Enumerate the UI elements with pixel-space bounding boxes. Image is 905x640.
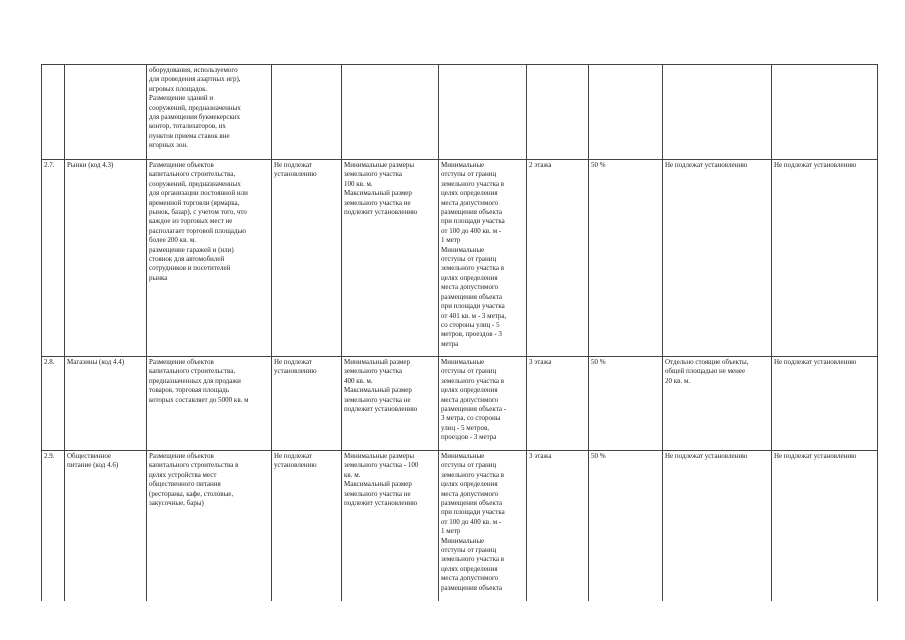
table-row xyxy=(42,65,878,160)
row-number-cell: 2.9. xyxy=(42,451,65,602)
floors-cell: 3 этажа xyxy=(527,357,589,451)
row-number-cell xyxy=(42,65,65,160)
min-plot-cell: Не подлежат установлению xyxy=(272,357,342,451)
setbacks-cell: Минимальные отступы от границ земельного участка в целях определения места допустимого размещения объекта при площади участка от 100 до 400 кв. м - 1 метр Минимальные отступы от границ земельного участка в целях определения места допустимого размещения объекта xyxy=(439,451,527,602)
use-name-cell: Магазины (код 4.4) xyxy=(65,357,147,451)
plot-size-cell: Минимальные размеры земельного участка - 100 кв. м. Максимальный размер земельного участка не подлежит установлению xyxy=(342,451,439,602)
use-name-cell: Общественное питание (код 4.6) xyxy=(65,451,147,602)
floors-cell xyxy=(527,65,589,160)
coverage-cell: 50 % xyxy=(589,451,663,602)
use-description-cell: Размещение объектов капитального строительства в целях устройства мест общественного питания (рестораны, кафе, столовые, закусочные, бары) xyxy=(147,451,272,602)
min-plot-cell: Не подлежат установлению xyxy=(272,451,342,602)
plot-size-cell: Минимальные размеры земельного участка 100 кв. м. Максимальный размер земельного участка не подлежит установлению xyxy=(342,160,439,357)
table-row xyxy=(42,357,878,451)
plot-size-cell xyxy=(342,65,439,160)
restrictions-cell: Отдельно стоящие объекты, общей площадью не менее 20 кв. м. xyxy=(663,357,772,451)
restrictions-cell: Не подлежат установлению xyxy=(663,160,772,357)
table-row xyxy=(42,451,878,602)
min-plot-cell xyxy=(272,65,342,160)
restrictions-cell: Не подлежат установлению xyxy=(663,451,772,602)
other-cell: Не подлежат установлению xyxy=(772,357,878,451)
restrictions-cell xyxy=(663,65,772,160)
use-description-cell: Размещение объектов капитального строительства, сооружений, предназначенных для организации постоянной или временной торговли (ярмарка, рынок, базар), с учетом того, что каждое из торговых мест не располагает торговой площадью более 200 кв. м. размещение гаражей и (или) стоянок для автомобилей сотрудников и посетителей рынка xyxy=(147,160,272,357)
setbacks-cell: Минимальные отступы от границ земельного участка в целях определения места допустимого размещения объекта - 3 метра, со стороны улиц - 5 метров, проездов - 3 метра xyxy=(439,357,527,451)
coverage-cell: 50 % xyxy=(589,160,663,357)
setbacks-cell: Минимальные отступы от границ земельного участка в целях определения места допустимого размещения объекта при площади участка от 100 до 400 кв. м - 1 метр Минимальные отступы от границ земельного участка в целях определения места допустимого размещения объекта при площади участка от 401 кв. м - 3 метра, со стороны улиц - 5 метров, проездов - 3 метра xyxy=(439,160,527,357)
table-row xyxy=(42,160,878,357)
other-cell: Не подлежат установлению xyxy=(772,160,878,357)
use-description-cell: Размещение объектов капитального строительства, предназначенных для продажи товаров, торговая площадь которых составляет до 5000 кв. м xyxy=(147,357,272,451)
regulations-table xyxy=(41,64,878,601)
min-plot-cell: Не подлежат установлению xyxy=(272,160,342,357)
use-name-cell xyxy=(65,65,147,160)
row-number-cell: 2.7. xyxy=(42,160,65,357)
other-cell xyxy=(772,65,878,160)
use-description-cell: оборудования, используемого для проведения азартных игр), игровых площадок. Размещение зданий и сооружений, предназначенных для размещения букмекерских контор, тотализаторов, их пунктов приема ставок вне игорных зон. xyxy=(147,65,272,160)
plot-size-cell: Минимальный размер земельного участка 400 кв. м. Максимальный размер земельного участка не подлежит установлению xyxy=(342,357,439,451)
floors-cell: 2 этажа xyxy=(527,160,589,357)
other-cell: Не подлежат установлению xyxy=(772,451,878,602)
coverage-cell: 50 % xyxy=(589,357,663,451)
use-name-cell: Рынки (код 4.3) xyxy=(65,160,147,357)
coverage-cell xyxy=(589,65,663,160)
setbacks-cell xyxy=(439,65,527,160)
floors-cell: 3 этажа xyxy=(527,451,589,602)
row-number-cell: 2.8. xyxy=(42,357,65,451)
